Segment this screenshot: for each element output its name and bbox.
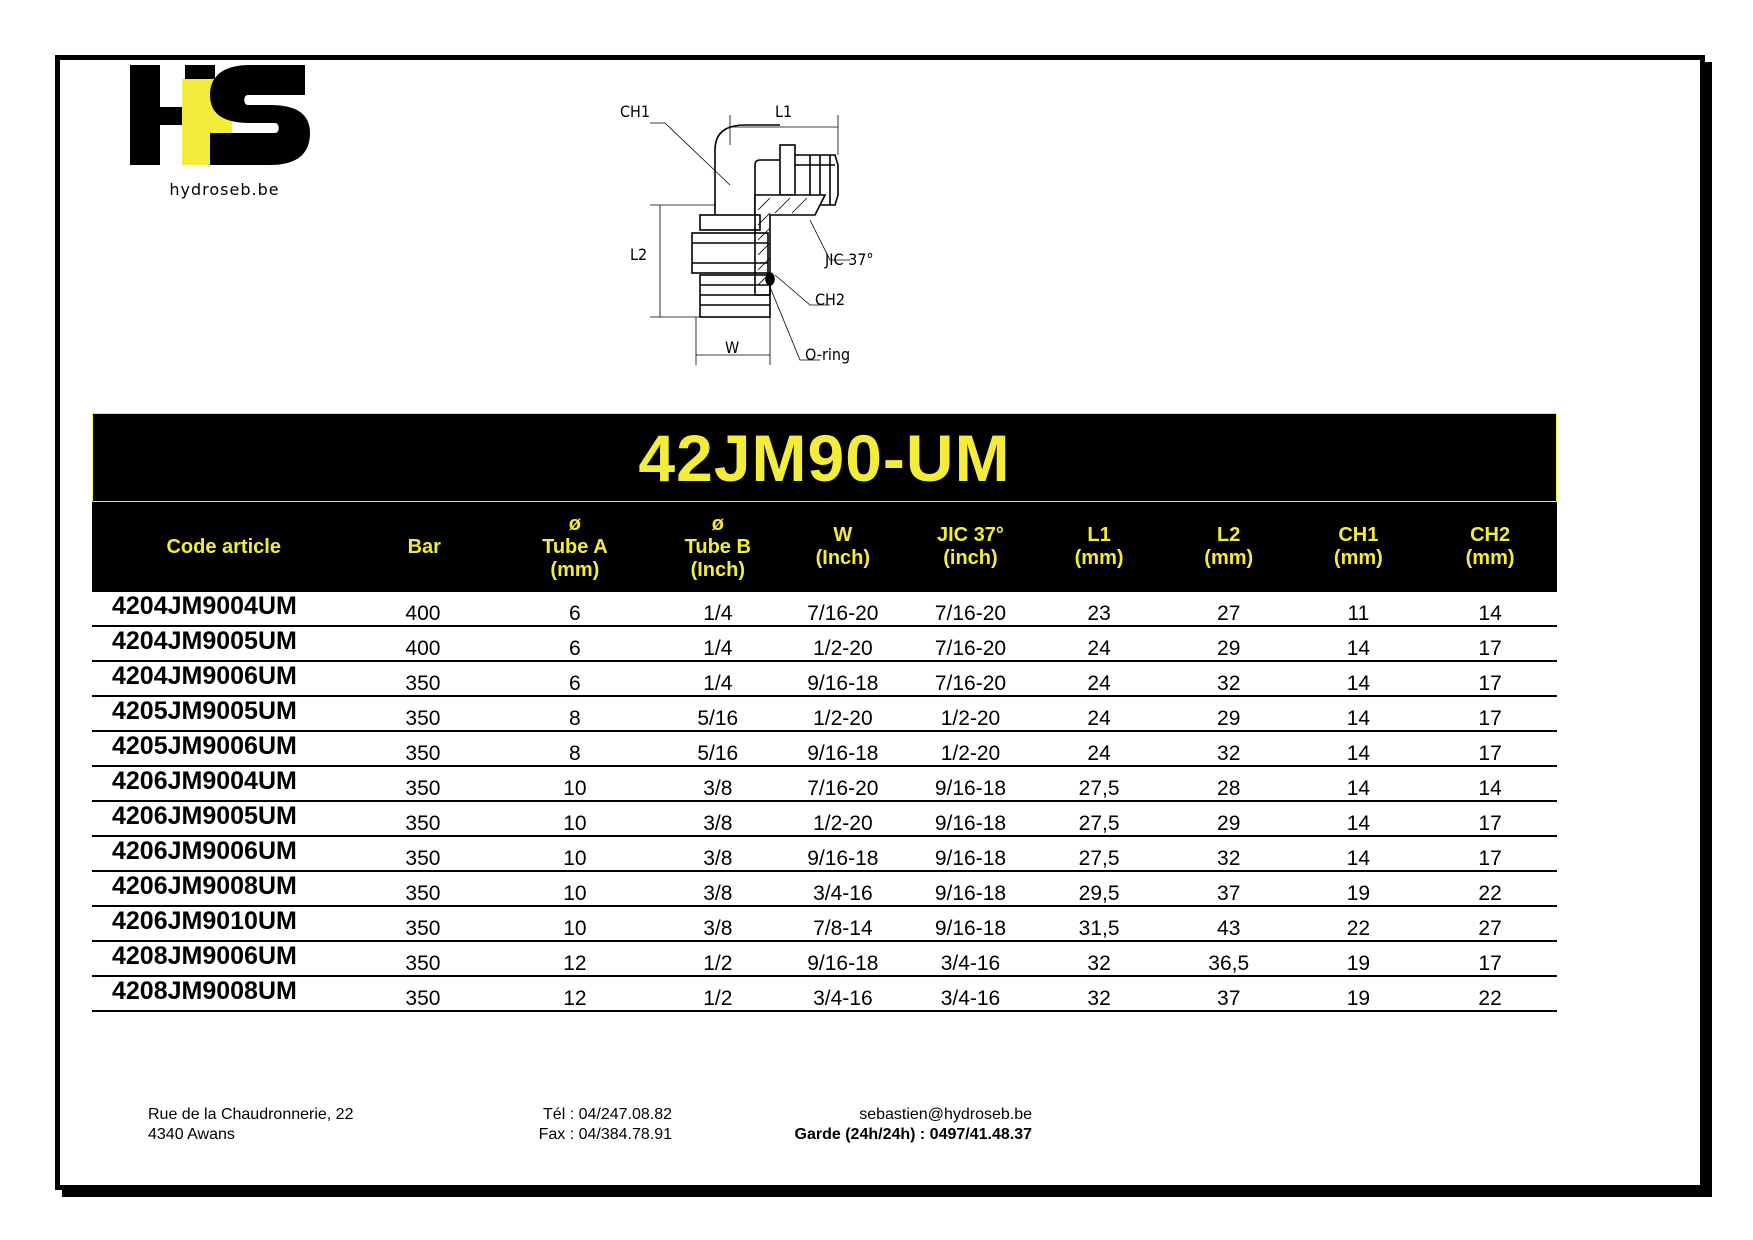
table-cell: 1/4 — [657, 626, 780, 661]
table-row — [92, 731, 1557, 766]
title-bar — [92, 413, 1557, 502]
table-cell: 9/16-18 — [779, 836, 907, 871]
table-cell: 32 — [1034, 941, 1164, 976]
table-cell: 1/2 — [657, 941, 780, 976]
table-cell: 17 — [1423, 696, 1557, 731]
label-jic: JIC 37° — [825, 250, 874, 269]
fax-text: Fax : 04/384.78.91 — [538, 1126, 672, 1143]
table-cell: 5/16 — [657, 731, 780, 766]
table-cell: 29 — [1164, 696, 1294, 731]
table-cell: 32 — [1164, 731, 1294, 766]
table-cell: 9/16-18 — [907, 871, 1035, 906]
table-cell: 24 — [1034, 661, 1164, 696]
table-cell: 6 — [493, 661, 656, 696]
table-cell: 400 — [355, 626, 493, 661]
label-ch2: CH2 — [815, 290, 846, 309]
article-code-cell: 4208JM9006UM — [92, 941, 355, 976]
label-l1: L1 — [775, 102, 793, 121]
table-cell: 24 — [1034, 696, 1164, 731]
fitting-drawing — [620, 55, 1040, 415]
table-cell: 350 — [355, 906, 493, 941]
table-header-row — [92, 502, 1557, 592]
table-cell: 32 — [1164, 836, 1294, 871]
table-cell: 14 — [1294, 801, 1424, 836]
header-cell: CH1 (mm) — [1294, 502, 1424, 592]
table-cell: 350 — [355, 696, 493, 731]
header-cell: L1 (mm) — [1034, 502, 1164, 592]
table-cell: 3/4-16 — [779, 976, 907, 1011]
table-cell: 19 — [1294, 976, 1424, 1011]
header-cell: L2 (mm) — [1164, 502, 1294, 592]
table-cell: 32 — [1164, 661, 1294, 696]
footer-contact — [760, 1105, 1032, 1145]
table-cell: 23 — [1034, 592, 1164, 626]
table-cell: 27 — [1423, 906, 1557, 941]
table-row — [92, 696, 1557, 731]
table-cell: 14 — [1423, 592, 1557, 626]
table-cell: 37 — [1164, 871, 1294, 906]
table-cell: 14 — [1294, 836, 1424, 871]
table-cell: 350 — [355, 941, 493, 976]
table-cell: 32 — [1034, 976, 1164, 1011]
table-cell: 27,5 — [1034, 836, 1164, 871]
table-cell: 37 — [1164, 976, 1294, 1011]
logo-text: hydroseb.be — [169, 180, 280, 199]
table-cell: 29 — [1164, 801, 1294, 836]
table-cell: 31,5 — [1034, 906, 1164, 941]
table-cell: 14 — [1294, 696, 1424, 731]
header-cell: JIC 37° (inch) — [907, 502, 1035, 592]
table-cell: 9/16-18 — [907, 906, 1035, 941]
table-row — [92, 801, 1557, 836]
table-cell: 3/8 — [657, 836, 780, 871]
label-oring: O-ring — [805, 345, 851, 364]
table-cell: 29 — [1164, 626, 1294, 661]
article-code-cell: 4206JM9010UM — [92, 906, 355, 941]
table-cell: 1/2-20 — [779, 801, 907, 836]
table-cell: 350 — [355, 836, 493, 871]
table-cell: 12 — [493, 976, 656, 1011]
table-cell: 36,5 — [1164, 941, 1294, 976]
table-cell: 27,5 — [1034, 801, 1164, 836]
table-cell: 22 — [1423, 871, 1557, 906]
table-row — [92, 906, 1557, 941]
table-cell: 19 — [1294, 871, 1424, 906]
table-cell: 14 — [1423, 766, 1557, 801]
table-cell: 10 — [493, 871, 656, 906]
table-row — [92, 626, 1557, 661]
table-cell: 3/8 — [657, 766, 780, 801]
tel-text: Tél : 04/247.08.82 — [543, 1106, 672, 1123]
table-cell: 22 — [1423, 976, 1557, 1011]
table-cell: 9/16-18 — [907, 801, 1035, 836]
article-code-cell: 4206JM9008UM — [92, 871, 355, 906]
table-cell: 350 — [355, 731, 493, 766]
table-cell: 7/8-14 — [779, 906, 907, 941]
table-cell: 1/2-20 — [779, 696, 907, 731]
table-cell: 3/8 — [657, 871, 780, 906]
table-cell: 14 — [1294, 661, 1424, 696]
table-cell: 1/2-20 — [907, 696, 1035, 731]
table-cell: 10 — [493, 836, 656, 871]
table-cell: 3/4-16 — [779, 871, 907, 906]
table-cell: 7/16-20 — [779, 592, 907, 626]
table-row — [92, 661, 1557, 696]
table-row — [92, 592, 1557, 626]
table-row — [92, 871, 1557, 906]
header-cell: CH2 (mm) — [1423, 502, 1557, 592]
table-cell: 43 — [1164, 906, 1294, 941]
table-cell: 8 — [493, 731, 656, 766]
label-l2: L2 — [630, 245, 648, 264]
table-cell: 350 — [355, 661, 493, 696]
table-cell: 7/16-20 — [907, 661, 1035, 696]
table-cell: 24 — [1034, 626, 1164, 661]
address-line-1: Rue de la Chaudronnerie, 22 — [148, 1106, 354, 1123]
header-cell: ø Tube A (mm) — [493, 502, 656, 592]
table-cell: 5/16 — [657, 696, 780, 731]
article-code-cell: 4205JM9006UM — [92, 731, 355, 766]
table-cell: 11 — [1294, 592, 1424, 626]
table-cell: 7/16-20 — [907, 592, 1035, 626]
table-cell: 350 — [355, 976, 493, 1011]
table-cell: 1/4 — [657, 661, 780, 696]
address-line-2: 4340 Awans — [148, 1126, 235, 1143]
table-cell: 9/16-18 — [907, 836, 1035, 871]
label-w: W — [725, 338, 740, 357]
spec-table — [92, 502, 1557, 1012]
article-code-cell: 4206JM9006UM — [92, 836, 355, 871]
table-cell: 350 — [355, 871, 493, 906]
table-cell: 28 — [1164, 766, 1294, 801]
table-cell: 7/16-20 — [907, 626, 1035, 661]
header-cell: ø Tube B (Inch) — [657, 502, 780, 592]
page-title: 42JM90-UM — [638, 420, 1011, 495]
table-cell: 29,5 — [1034, 871, 1164, 906]
table-cell: 17 — [1423, 941, 1557, 976]
article-code-cell: 4206JM9004UM — [92, 766, 355, 801]
table-cell: 9/16-18 — [779, 731, 907, 766]
table-cell: 6 — [493, 626, 656, 661]
table-cell: 17 — [1423, 731, 1557, 766]
table-cell: 9/16-18 — [907, 766, 1035, 801]
article-code-cell: 4204JM9004UM — [92, 592, 355, 626]
table-cell: 3/8 — [657, 906, 780, 941]
table-cell: 27,5 — [1034, 766, 1164, 801]
article-code-cell: 4204JM9005UM — [92, 626, 355, 661]
table-cell: 1/2-20 — [779, 626, 907, 661]
table-row — [92, 836, 1557, 871]
hydroseb-logo — [130, 65, 310, 185]
table-cell: 400 — [355, 592, 493, 626]
footer-address — [148, 1105, 353, 1145]
table-cell: 14 — [1294, 766, 1424, 801]
table-cell: 3/4-16 — [907, 976, 1035, 1011]
table-cell: 3/4-16 — [907, 941, 1035, 976]
article-code-cell: 4208JM9008UM — [92, 976, 355, 1011]
table-cell: 14 — [1294, 626, 1424, 661]
footer-phone — [520, 1105, 672, 1145]
table-cell: 17 — [1423, 836, 1557, 871]
table-cell: 8 — [493, 696, 656, 731]
article-code-cell: 4205JM9005UM — [92, 696, 355, 731]
table-cell: 1/4 — [657, 592, 780, 626]
table-cell: 6 — [493, 592, 656, 626]
table-cell: 17 — [1423, 801, 1557, 836]
article-code-cell: 4206JM9005UM — [92, 801, 355, 836]
table-cell: 3/8 — [657, 801, 780, 836]
table-cell: 10 — [493, 906, 656, 941]
table-cell: 19 — [1294, 941, 1424, 976]
table-cell: 9/16-18 — [779, 941, 907, 976]
table-cell: 350 — [355, 801, 493, 836]
garde-text: Garde (24h/24h) : 0497/41.48.37 — [794, 1126, 1032, 1143]
label-ch1: CH1 — [620, 102, 651, 121]
article-code-cell: 4204JM9006UM — [92, 661, 355, 696]
header-cell: W (Inch) — [779, 502, 907, 592]
table-cell: 17 — [1423, 661, 1557, 696]
header-cell: Code article — [92, 502, 355, 592]
table-cell: 22 — [1294, 906, 1424, 941]
table-cell: 9/16-18 — [779, 661, 907, 696]
table-cell: 1/2 — [657, 976, 780, 1011]
table-cell: 7/16-20 — [779, 766, 907, 801]
table-cell: 12 — [493, 941, 656, 976]
table-cell: 10 — [493, 801, 656, 836]
table-cell: 350 — [355, 766, 493, 801]
table-cell: 17 — [1423, 626, 1557, 661]
table-row — [92, 976, 1557, 1011]
table-row — [92, 766, 1557, 801]
table-cell: 1/2-20 — [907, 731, 1035, 766]
table-cell: 27 — [1164, 592, 1294, 626]
table-cell: 10 — [493, 766, 656, 801]
table-cell: 14 — [1294, 731, 1424, 766]
email-text: sebastien@hydroseb.be — [859, 1106, 1032, 1123]
table-row — [92, 941, 1557, 976]
table-cell: 24 — [1034, 731, 1164, 766]
header-cell: Bar — [355, 502, 493, 592]
